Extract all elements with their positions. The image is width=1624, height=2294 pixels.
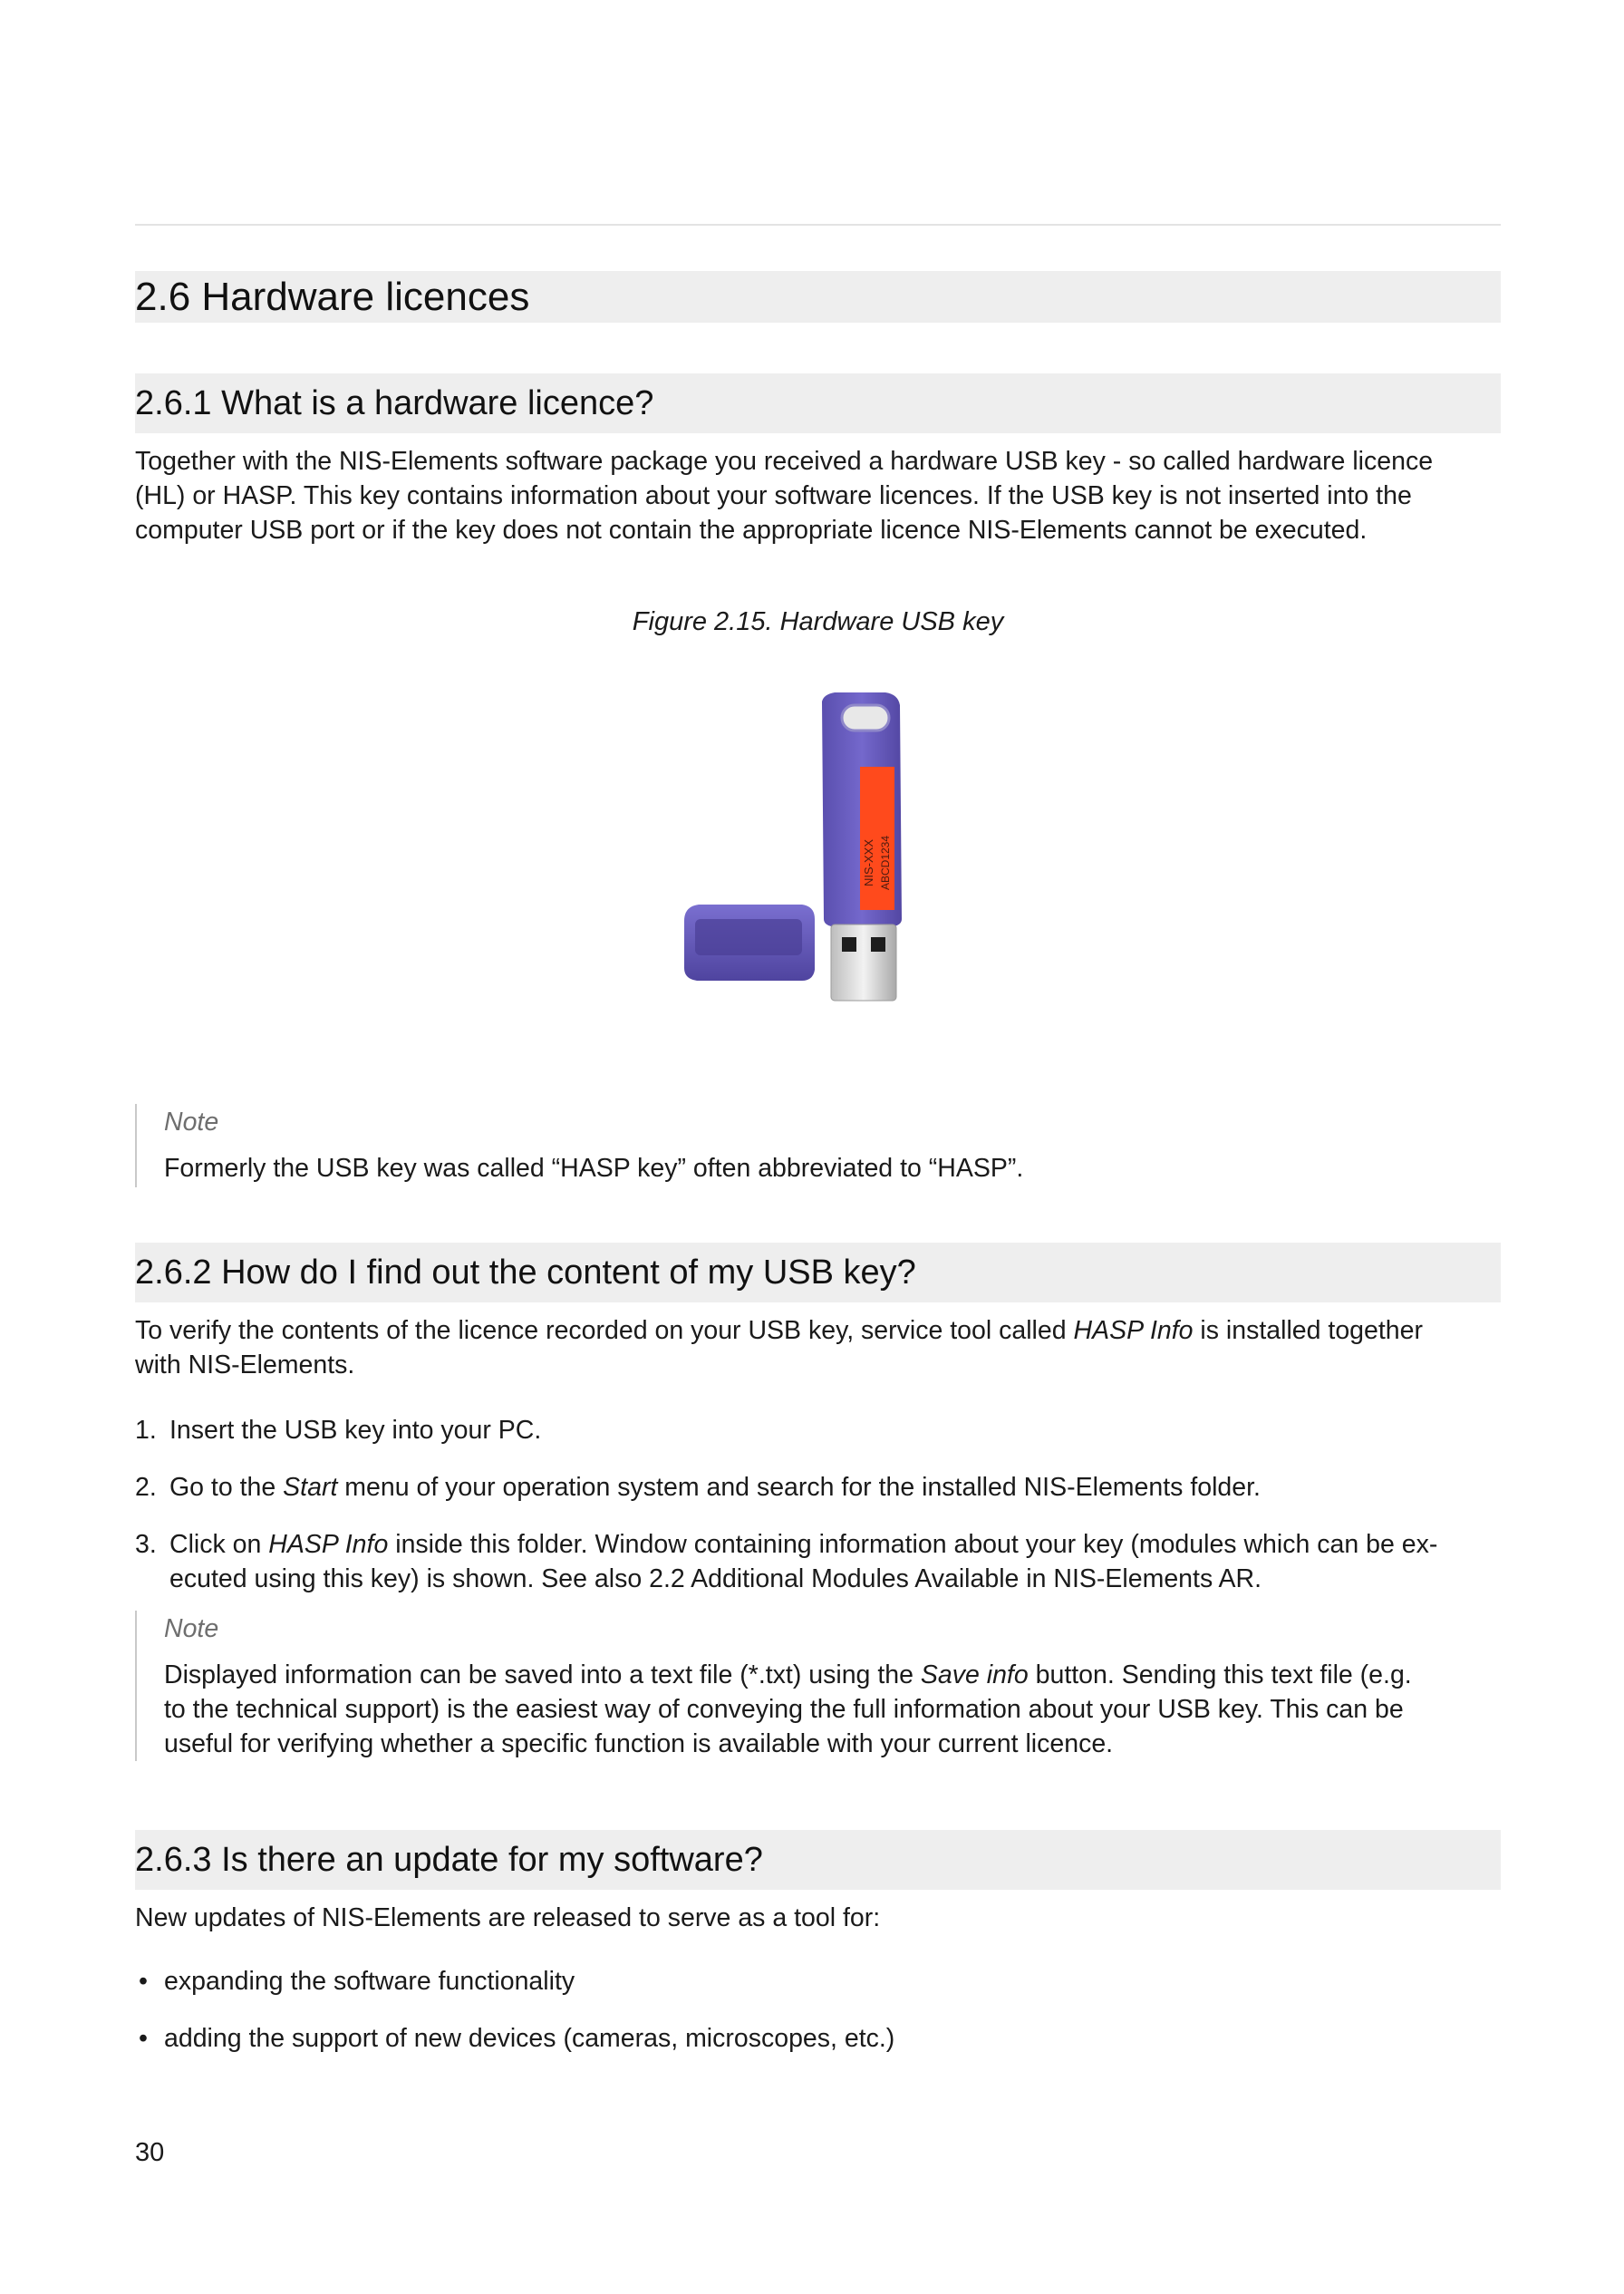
header-rule — [135, 224, 1501, 226]
bullet-symbol: • — [139, 1967, 148, 1996]
emphasis-start: Start — [283, 1473, 338, 1502]
figure-caption: Figure 2.15. Hardware USB key — [632, 607, 1004, 636]
note-bar — [135, 1611, 137, 1761]
note-line — [164, 1658, 1501, 1692]
note-bar — [135, 1104, 137, 1187]
paragraph-line: New updates of NIS-Elements are released to serve as a tool for: — [135, 1903, 881, 1932]
paragraph-line: computer USB port or if the key does not contain the appropriate licence NIS-Elements cannot be executed. — [135, 516, 1368, 545]
bullet-text: expanding the software functionality — [164, 1967, 575, 1996]
text-segment: inside this folder. Window containing information about your key (modules which can be ex- — [388, 1530, 1438, 1559]
step-text — [169, 1527, 1502, 1596]
subsection-title: 2.6.2 How do I find out the content of my USB key? — [135, 1253, 916, 1292]
paragraph-line: (HL) or HASP. This key contains information about your software licences. If the USB key is not inserted into the — [135, 481, 1412, 510]
step-text — [169, 1413, 1502, 1447]
step-number: 1. — [135, 1416, 157, 1445]
step-line: Insert the USB key into your PC. — [169, 1416, 542, 1445]
subsection-heading-2-6-3 — [135, 1830, 1501, 1890]
note-title: Note — [164, 1108, 219, 1137]
section-heading — [135, 271, 1501, 323]
usb-key-figure — [679, 682, 969, 1008]
step-line — [169, 1470, 1502, 1505]
section-title: 2.6 Hardware licences — [135, 275, 530, 319]
text-segment: button. Sending this text file (e.g. — [1028, 1660, 1412, 1689]
step-line — [169, 1527, 1502, 1562]
usb-connector — [831, 924, 896, 1001]
paragraph-line: with NIS-Elements. — [135, 1350, 355, 1379]
step-text — [169, 1470, 1502, 1505]
note-box-usb-key — [135, 1104, 1501, 1187]
note-body — [164, 1658, 1501, 1761]
paragraph-line — [135, 1313, 1503, 1348]
subsection-title: 2.6.1 What is a hardware licence? — [135, 384, 654, 422]
paragraph-usb-contents — [135, 1313, 1503, 1382]
keyring-hole — [842, 705, 889, 731]
note-line: to the technical support) is the easiest way of conveying the full information about your USB key. This can be — [164, 1695, 1404, 1724]
text-segment: Go to the — [169, 1473, 284, 1502]
subsection-title: 2.6.3 Is there an update for my software? — [135, 1841, 763, 1879]
subsection-heading-2-6-1 — [135, 373, 1501, 433]
text-segment: To verify the contents of the licence recorded on your USB key, service tool called — [135, 1316, 1074, 1345]
note-line: Formerly the USB key was called “HASP key” often abbreviated to “HASP”. — [164, 1154, 1024, 1183]
paragraph-hardware-licence — [135, 444, 1503, 547]
text-segment: menu of your operation system and search for the installed NIS-Elements folder. — [337, 1473, 1261, 1502]
note-line: useful for verifying whether a specific function is available with your current licence. — [164, 1729, 1114, 1758]
step-line: ecuted using this key) is shown. See also 2.2 Additional Modules Available in NIS-Elements AR. — [169, 1564, 1262, 1593]
text-segment: Click on — [169, 1530, 269, 1559]
paragraph-line: Together with the NIS-Elements software package you received a hardware USB key - so called hardware licence — [135, 447, 1434, 476]
emphasis-hasp-info: HASP Info — [268, 1530, 389, 1559]
emphasis-hasp-info: HASP Info — [1073, 1316, 1194, 1345]
note-title: Note — [164, 1614, 219, 1643]
page-number: 30 — [135, 2138, 165, 2167]
usb-label-line2: ABCD1234 — [879, 835, 892, 891]
subsection-heading-2-6-2 — [135, 1243, 1501, 1302]
bullet-text: adding the support of new devices (cameras, microscopes, etc.) — [164, 2024, 895, 2053]
emphasis-save-info: Save info — [920, 1660, 1029, 1689]
step-number: 2. — [135, 1473, 157, 1502]
usb-label-line1: NIS-XXX — [862, 838, 875, 887]
connector-hole-right — [871, 937, 885, 952]
text-segment: Displayed information can be saved into a text file (*.txt) using the — [164, 1660, 921, 1689]
bullet-symbol: • — [139, 2024, 148, 2053]
connector-hole-left — [842, 937, 856, 952]
usb-cap-opening — [695, 919, 802, 955]
note-box-save-info — [135, 1611, 1501, 1761]
paragraph-updates — [135, 1901, 1503, 1935]
text-segment: is installed together — [1193, 1316, 1423, 1345]
step-number: 3. — [135, 1530, 157, 1559]
note-body — [164, 1151, 1501, 1186]
